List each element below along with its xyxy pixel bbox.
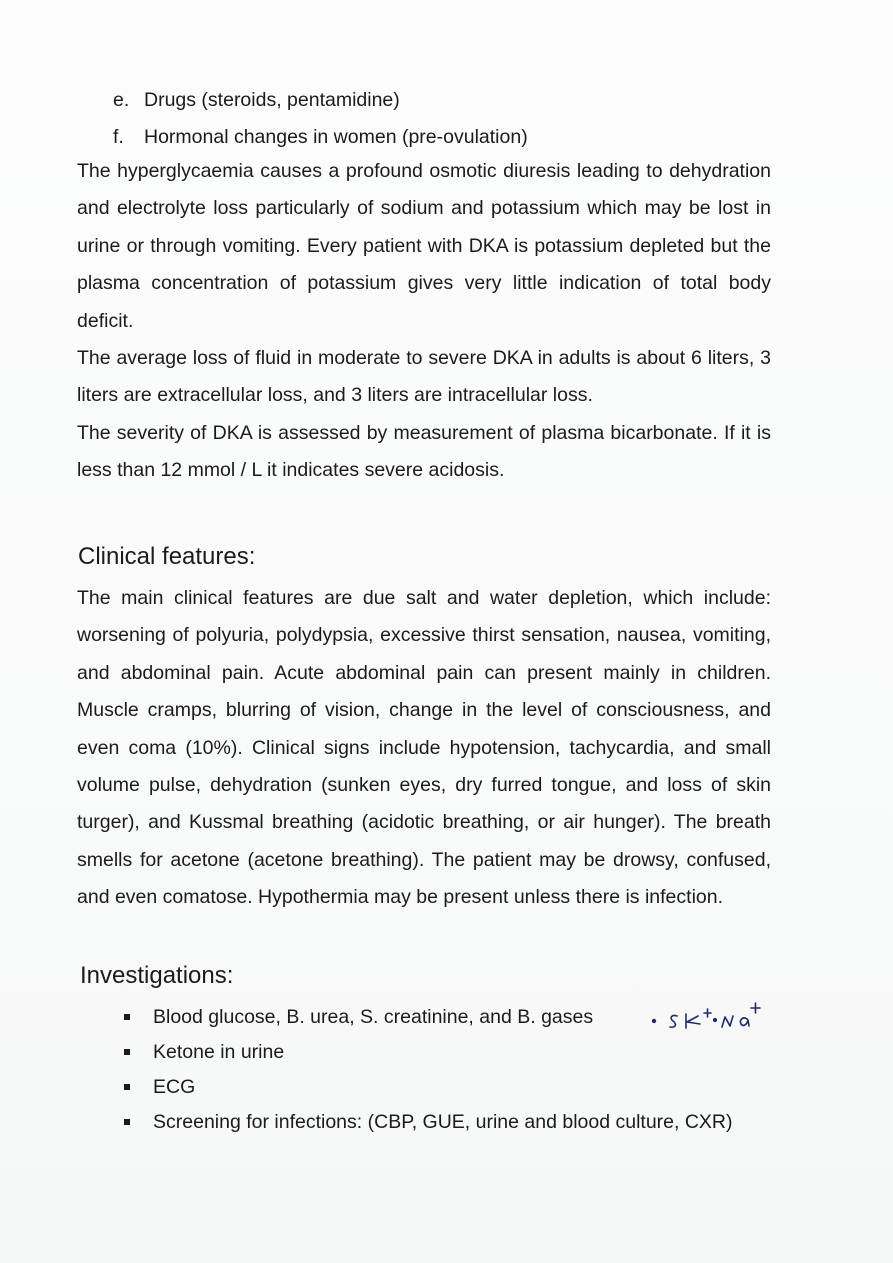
list-item-text: Ketone in urine — [153, 1041, 285, 1063]
list-item-text: Screening for infections: (CBP, GUE, urine and blood culture, CXR) — [153, 1111, 733, 1133]
paragraph: The main clinical features are due salt and water depletion, which include: worsening of polyuria, polydypsia, excessive thirst sensation, nausea, vomiting, and abdominal pain. Acute abdominal pain can present mainly in children. Muscle cramps, blurring of vision, change in the level of consciousness, and even coma (10%). Clinical signs include hypotension, tachycardia, and small volume pulse, dehydration (sunken eyes, dry furred tongue, and loss of skin turger), and Kussmal breathing (acidotic breathing, or air hunger). The breath smells for acetone (acetone breathing). The patient may be drowsy, confused, and even comatose. Hypothermia may be present unless there is infection. — [77, 587, 771, 909]
list-item-text: Drugs (steroids, pentamidine) — [144, 89, 400, 111]
paragraph: The average loss of fluid in moderate to severe DKA in adults is about 6 liters, 3 liters are extracellular loss, and 3 liters are intracellular loss. — [77, 347, 771, 407]
list-item — [124, 1035, 774, 1070]
paragraph: The severity of DKA is assessed by measurement of plasma bicarbonate. If it is less than 12 mmol / L it indicates severe acidosis. — [77, 421, 771, 482]
list-item — [124, 1105, 774, 1140]
list-item-text: Blood glucose, B. urea, S. creatinine, and B. gases — [153, 1006, 594, 1028]
paragraph: The hyperglycaemia causes a profound osmotic diuresis leading to dehydration and electrolyte loss particularly of sodium and potassium which may be lost in urine or through vomiting. Every patient with DKA is potassium depleted but the plasma concentration of potassium gives very little indication of total body deficit. — [77, 160, 771, 332]
list-marker: f. — [113, 126, 124, 148]
list-item-text: ECG — [153, 1076, 196, 1098]
bullet-icon — [124, 1014, 130, 1020]
intro-paragraphs — [77, 153, 771, 490]
bullet-icon — [124, 1119, 130, 1125]
bullet-icon — [124, 1049, 130, 1055]
bullet-icon — [124, 1084, 130, 1090]
list-marker: e. — [113, 89, 130, 111]
section-heading-clinical-features: Clinical features: — [78, 543, 256, 570]
list-item-text: Hormonal changes in women (pre-ovulation) — [144, 126, 528, 148]
list-item — [113, 119, 528, 156]
list-item — [113, 82, 528, 119]
section-heading-investigations: Investigations: — [80, 962, 234, 989]
handwritten-note — [648, 1000, 808, 1036]
clinical-features-text — [77, 580, 771, 917]
list-item — [124, 1070, 774, 1105]
continued-cause-list — [113, 82, 528, 156]
